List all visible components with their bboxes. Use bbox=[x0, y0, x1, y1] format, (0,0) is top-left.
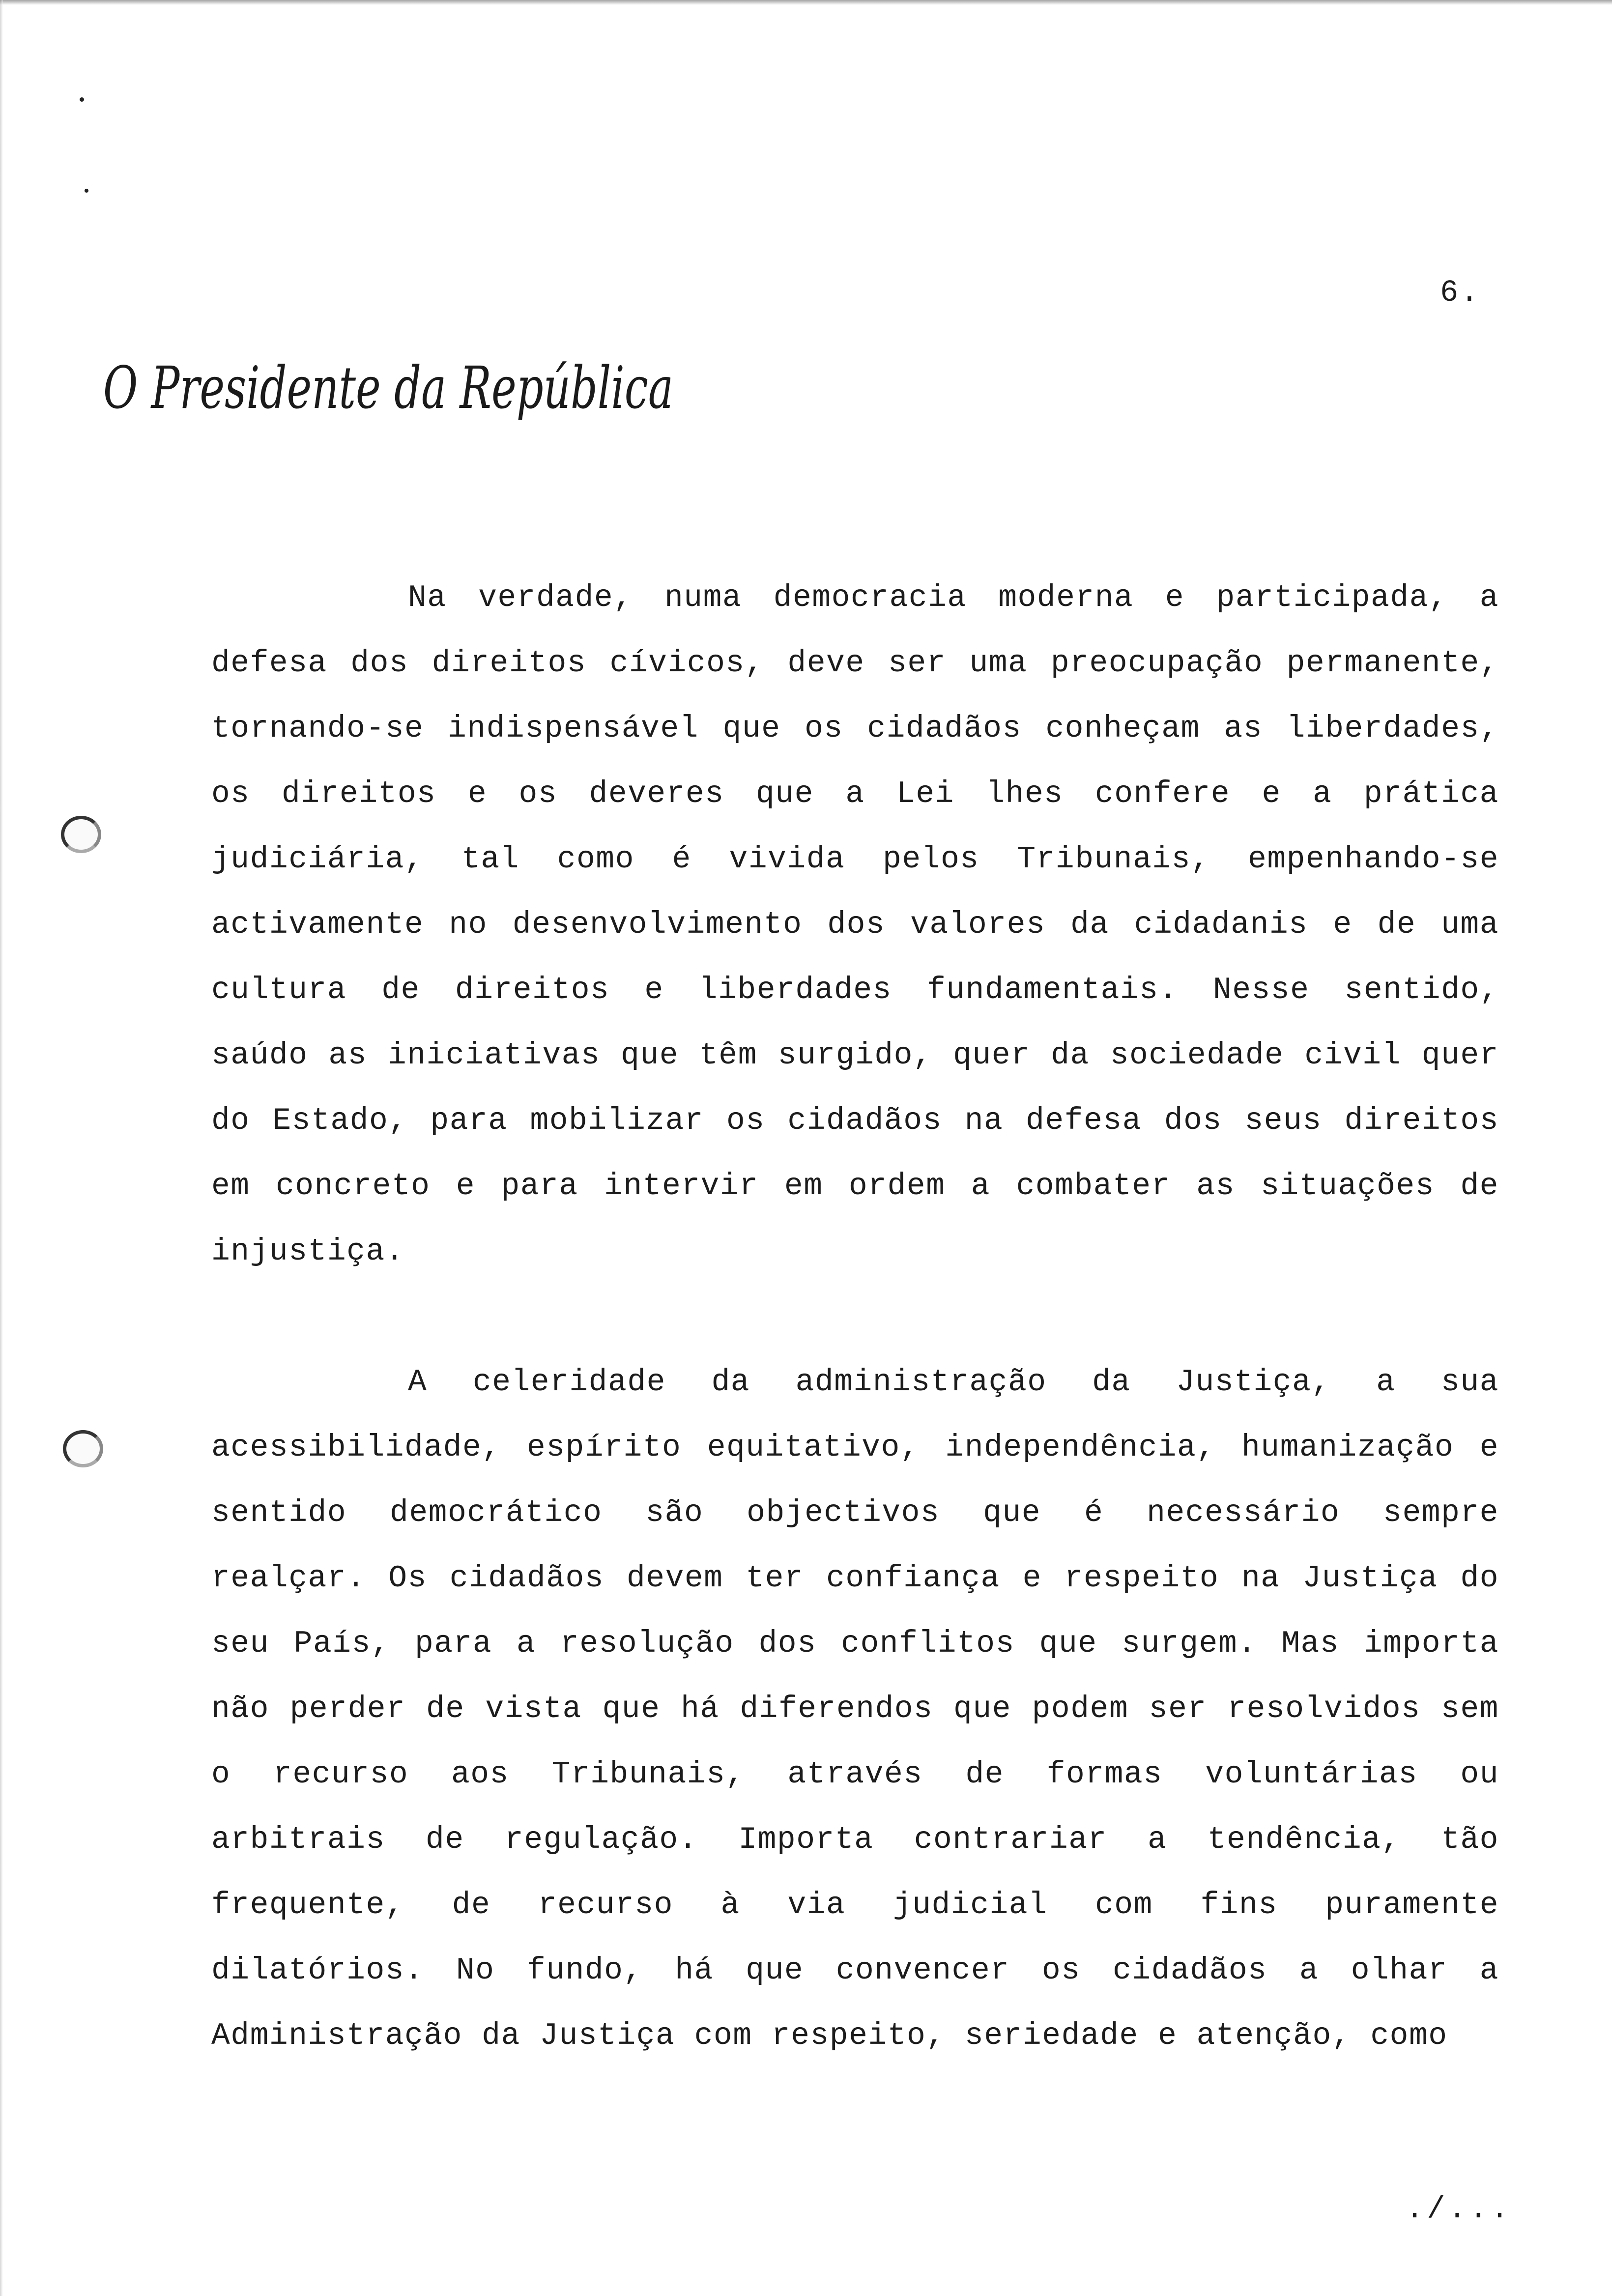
letterhead-text: O Presidente da República bbox=[103, 354, 673, 422]
paragraph: A celeridade da administração da Justiça, a sua acessibilidade, espírito equitativo, independência, humanização e sentido democrático são objectivos que é necessário sempre realçar. Os cidadãos devem ter confiança e respeito na Justiça do seu País, para a resolução dos conflitos que surgem. Mas importa não perder de vista que há diferendos que podem ser resolvidos sem o recurso aos Tribunais, através de formas voluntárias ou arbitrais de regulação. Importa contrariar a tendência, tão frequente, de recurso à via judicial com fins puramente dilatórios. No fundo, há que convencer os cidadãos a olhar a Administração da Justiça com respeito, seriedade e atenção, como bbox=[211, 1365, 1499, 2053]
scan-speck bbox=[80, 97, 84, 102]
letter-body bbox=[211, 565, 1499, 2068]
paragraph: Na verdade, numa democracia moderna e participada, a defesa dos direitos cívicos, deve ser uma preocupação permanente, tornando-se indispensável que os cidadãos conheçam as liberdades, os direitos e os deveres que a Lei lhes confere e a prática judiciária, tal como é vivida pelos Tribunais, empenhando-se activamente no desenvolvimento dos valores da cidadanis e de uma cultura de direitos e liberdades fundamentais. Nesse sentido, saúdo as iniciativas que têm surgido, quer da sociedade civil quer do Estado, para mobilizar os cidadãos na defesa dos seus direitos em concreto e para intervir em ordem a combater as situações de injustiça. bbox=[211, 580, 1499, 1269]
scan-left-edge bbox=[0, 0, 3, 2296]
letterhead bbox=[103, 344, 678, 432]
punch-hole bbox=[61, 816, 101, 853]
punch-hole bbox=[63, 1430, 103, 1467]
page-number: 6. bbox=[1440, 275, 1481, 310]
scan-top-edge bbox=[0, 0, 1612, 5]
scan-speck bbox=[85, 189, 88, 193]
continuation-mark: ./... bbox=[1406, 2192, 1512, 2227]
